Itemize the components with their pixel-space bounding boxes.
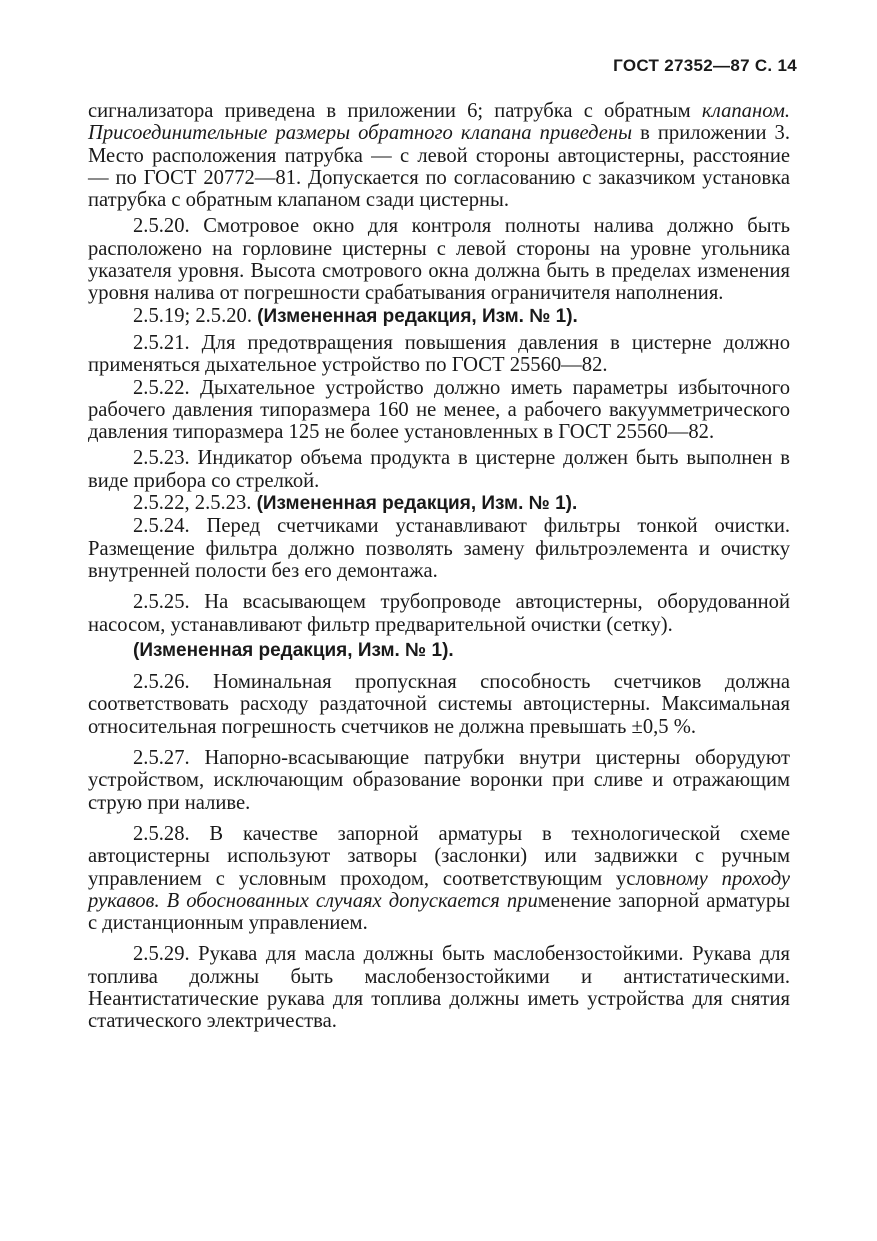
paragraph-2-5-22: 2.5.22. Дыхательное устройство должно иметь параметры избыточного рабочего давления типоразмера 160 не менее, а рабочего вакуумметрического давления типоразмера 125 не более установленных в ГОСТ 25560—82. (88, 376, 790, 444)
paragraph-2-5-29: 2.5.29. Рукава для масла должны быть маслобензостойкими. Рукава для топлива должны быть маслобензостойкими и антистатическими. Неантистатические рукава для топлива должны иметь устройства для снятия статического электричества. (88, 943, 790, 1033)
amendment-note-2-5-19-20: 2.5.19; 2.5.20. (Измененная редакция, Изм. № 1). (133, 304, 578, 327)
page-header: ГОСТ 27352—87 С. 14 (613, 56, 797, 75)
paragraph-2-5-28: 2.5.28. В качестве запорной арматуры в технологической схеме автоцистерны используют затворы (заслонки) или задвижки с ручным управлением с условным проходом, соответствующим условному проходу рукавов. В обоснованных случаях допускается применение запорной арматуры с дистанционным управлением. (88, 822, 791, 935)
document-body (88, 100, 790, 1033)
amendment-note-2-5-25: (Измененная редакция, Изм. № 1). (133, 639, 454, 661)
paragraph-2-5-20: 2.5.20. Смотровое окно для контроля полноты налива должно быть расположено на горловине цистерны с левой стороны на уровне угольника указателя уровня. Высота смотрового окна должна быть в пределах изменения уровня налива от погрешности срабатывания ограничителя наполнения. (88, 215, 790, 305)
paragraph-2-5-24: 2.5.24. Перед счетчиками устанавливают фильтры тонкой очистки. Размещение фильтра должно позволять замену фильтроэлемента и очистку внутренней полости без его демонтажа. (88, 515, 790, 582)
paragraph-2-5-25: 2.5.25. На всасывающем трубопроводе автоцистерны, оборудованной насосом, устанавливают фильтр предварительной очистки (сетку). (88, 591, 790, 636)
paragraph-2-5-27: 2.5.27. Напорно-всасывающие патрубки внутри цистерны оборудуют устройством, исключающим образование воронки при сливе и отражающим струю при наливе. (88, 747, 790, 814)
paragraph-continuation: сигнализатора приведена в приложении 6; патрубка с обратным клапаном. Присоединительные размеры обратного клапана приведены в приложении 3. Место расположения патрубка — с левой стороны автоцистерны, расстояние — по ГОСТ 20772—81. Допускается по согласованию с заказчиком установка патрубка с обратным клапаном сзади цистерны. (88, 100, 790, 212)
amendment-note-2-5-22-23: 2.5.22, 2.5.23. (Измененная редакция, Изм. № 1). (133, 492, 578, 515)
paragraph-2-5-21: 2.5.21. Для предотвращения повышения давления в цистерне должно применяться дыхательное устройство по ГОСТ 25560—82. (88, 331, 790, 377)
paragraph-2-5-26: 2.5.26. Номинальная пропускная способность счетчиков должна соответствовать расходу раздаточной системы автоцистерны. Максимальная относительная погрешность счетчиков не должна превышать ±0,5 %. (88, 671, 790, 738)
paragraph-2-5-23: 2.5.23. Индикатор объема продукта в цистерне должен быть выполнен в виде прибора со стрелкой. (88, 447, 790, 492)
